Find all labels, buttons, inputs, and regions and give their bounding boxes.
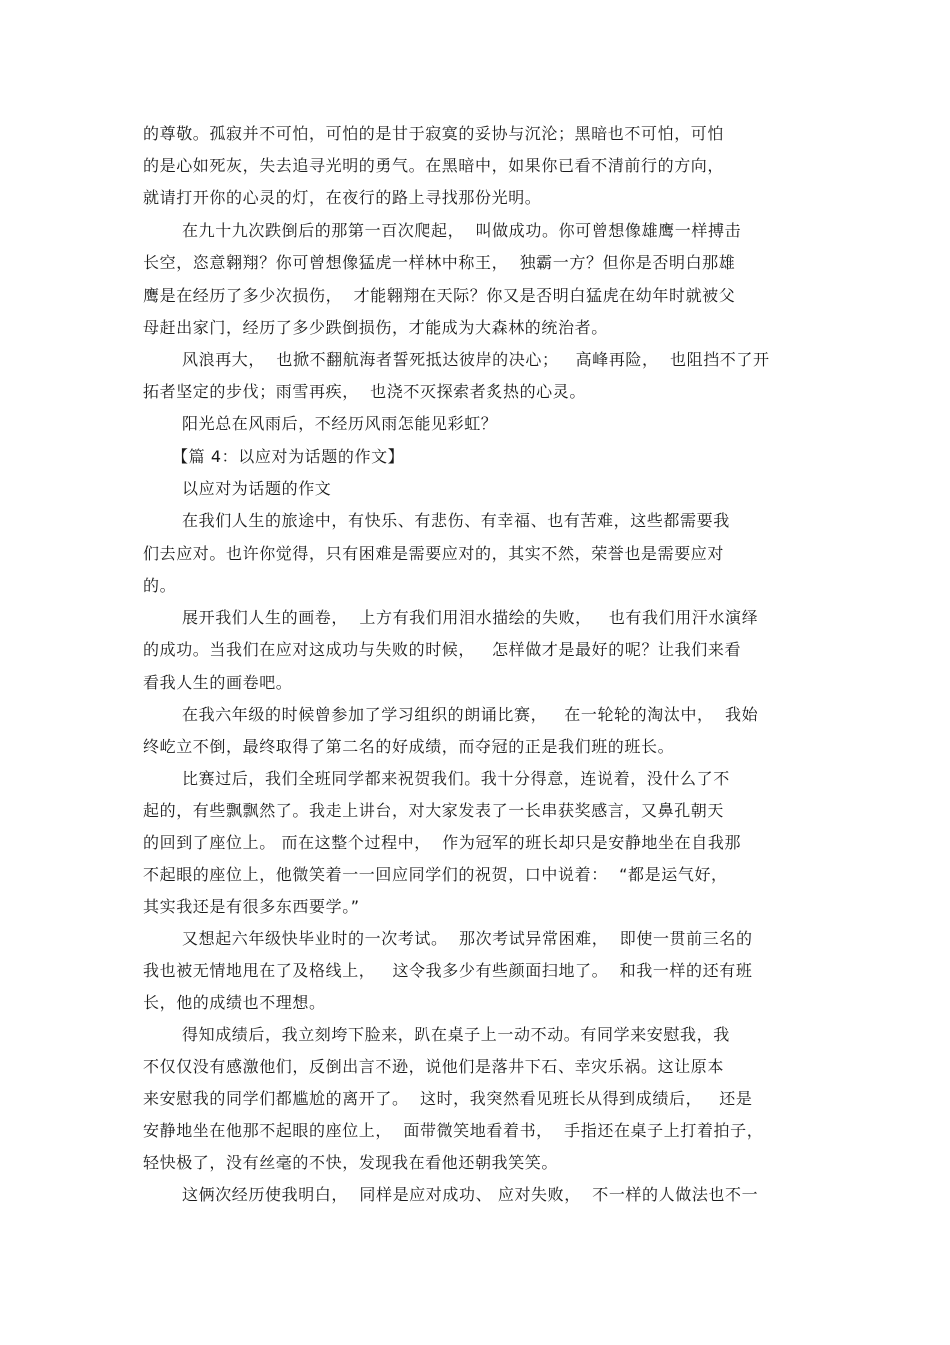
text-line: 又想起六年级快毕业时的一次考试。 那次考试异常困难， 即使一贯前三名的 (182, 929, 753, 948)
text-line: 拓者坚定的步伐；雨雪再疾， 也浇不灭探索者炙热的心灵。 (143, 382, 586, 401)
section-heading: 【篇 4：以应对为话题的作文】 (172, 447, 405, 466)
text-line: 在九十九次跌倒后的那第一百次爬起， 叫做成功。你可曾想像雄鹰一样搏击 (182, 221, 742, 240)
text-line: 起的，有些飘飘然了。我走上讲台，对大家发表了一长串获奖感言，又鼻孔朝天 (143, 801, 725, 820)
text-line: 就请打开你的心灵的灯，在夜行的路上寻找那份光明。 (143, 188, 542, 207)
text-line: 在我六年级的时候曾参加了学习组织的朗诵比赛， 在一轮轮的淘汰中， 我始 (182, 705, 759, 724)
text-line: 长空，恣意翱翔？你可曾想像猛虎一样林中称王， 独霸一方？但你是否明白那雄 (143, 253, 736, 272)
text-line: 阳光总在风雨后，不经历风雨怎能见彩虹？ (182, 414, 498, 433)
text-line: 的。 (143, 576, 177, 595)
text-line: 展开我们人生的画卷， 上方有我们用泪水描绘的失败， 也有我们用汗水演绎 (182, 608, 759, 627)
text-line: 这俩次经历使我明白， 同样是应对成功、 应对失败， 不一样的人做法也不一 (182, 1185, 759, 1204)
text-line: 不起眼的座位上，他微笑着一一回应同学们的祝贺，口中说着： “都是运气好， (143, 865, 728, 884)
text-line: 终屹立不倒，最终取得了第二名的好成绩，而夺冠的正是我们班的班长。 (143, 737, 675, 756)
text-line: 不仅仅没有感激他们，反倒出言不逊，说他们是落井下石、幸灾乐祸。这让原本 (143, 1057, 725, 1076)
text-line: 轻快极了，没有丝毫的不快，发现我在看他还朝我笑笑。 (143, 1153, 559, 1172)
text-line: 风浪再大， 也掀不翻航海者誓死抵达彼岸的决心； 高峰再险， 也阻挡不了开 (182, 350, 770, 369)
text-line: 的成功。当我们在应对这成功与失败的时候， 怎样做才是最好的呢？让我们来看 (143, 640, 742, 659)
text-line: 鹰是在经历了多少次损伤， 才能翱翔在天际？你又是否明白猛虎在幼年时就被父 (143, 286, 736, 305)
text-line: 得知成绩后，我立刻垮下脸来，趴在桌子上一动不动。有同学来安慰我，我 (182, 1025, 730, 1044)
text-line: 的尊敬。孤寂并不可怕，可怕的是甘于寂寞的妥协与沉沦；黑暗也不可怕，可怕 (143, 124, 725, 143)
text-line: 来安慰我的同学们都尴尬的离开了。 这时，我突然看见班长从得到成绩后， 还是 (143, 1089, 753, 1108)
text-line: 们去应对。也许你觉得，只有困难是需要应对的，其实不然，荣誉也是需要应对 (143, 544, 725, 563)
text-line: 的回到了座位上。 而在这整个过程中， 作为冠军的班长却只是安静地坐在自我那 (143, 833, 742, 852)
text-line: 看我人生的画卷吧。 (143, 673, 293, 692)
text-line: 安静地坐在他那不起眼的座位上， 面带微笑地看着书， 手指还在桌子上打着拍子， (143, 1121, 764, 1140)
essay-title: 以应对为话题的作文 (182, 479, 332, 498)
text-line: 母赶出家门，经历了多少跌倒损伤，才能成为大森林的统治者。 (143, 318, 608, 337)
text-line: 比赛过后，我们全班同学都来祝贺我们。我十分得意，连说着，没什么了不 (182, 769, 730, 788)
text-line: 的是心如死灰，失去追寻光明的勇气。在黑暗中，如果你已看不清前行的方向， (143, 156, 725, 175)
text-line: 长，他的成绩也不理想。 (143, 993, 326, 1012)
text-line: 在我们人生的旅途中，有快乐、有悲伤、有幸福、也有苦难，这些都需要我 (182, 511, 730, 530)
text-line: 我也被无情地甩在了及格线上， 这令我多少有些颜面扫地了。 和我一样的还有班 (143, 961, 753, 980)
text-line: 其实我还是有很多东西要学。” (143, 897, 360, 916)
